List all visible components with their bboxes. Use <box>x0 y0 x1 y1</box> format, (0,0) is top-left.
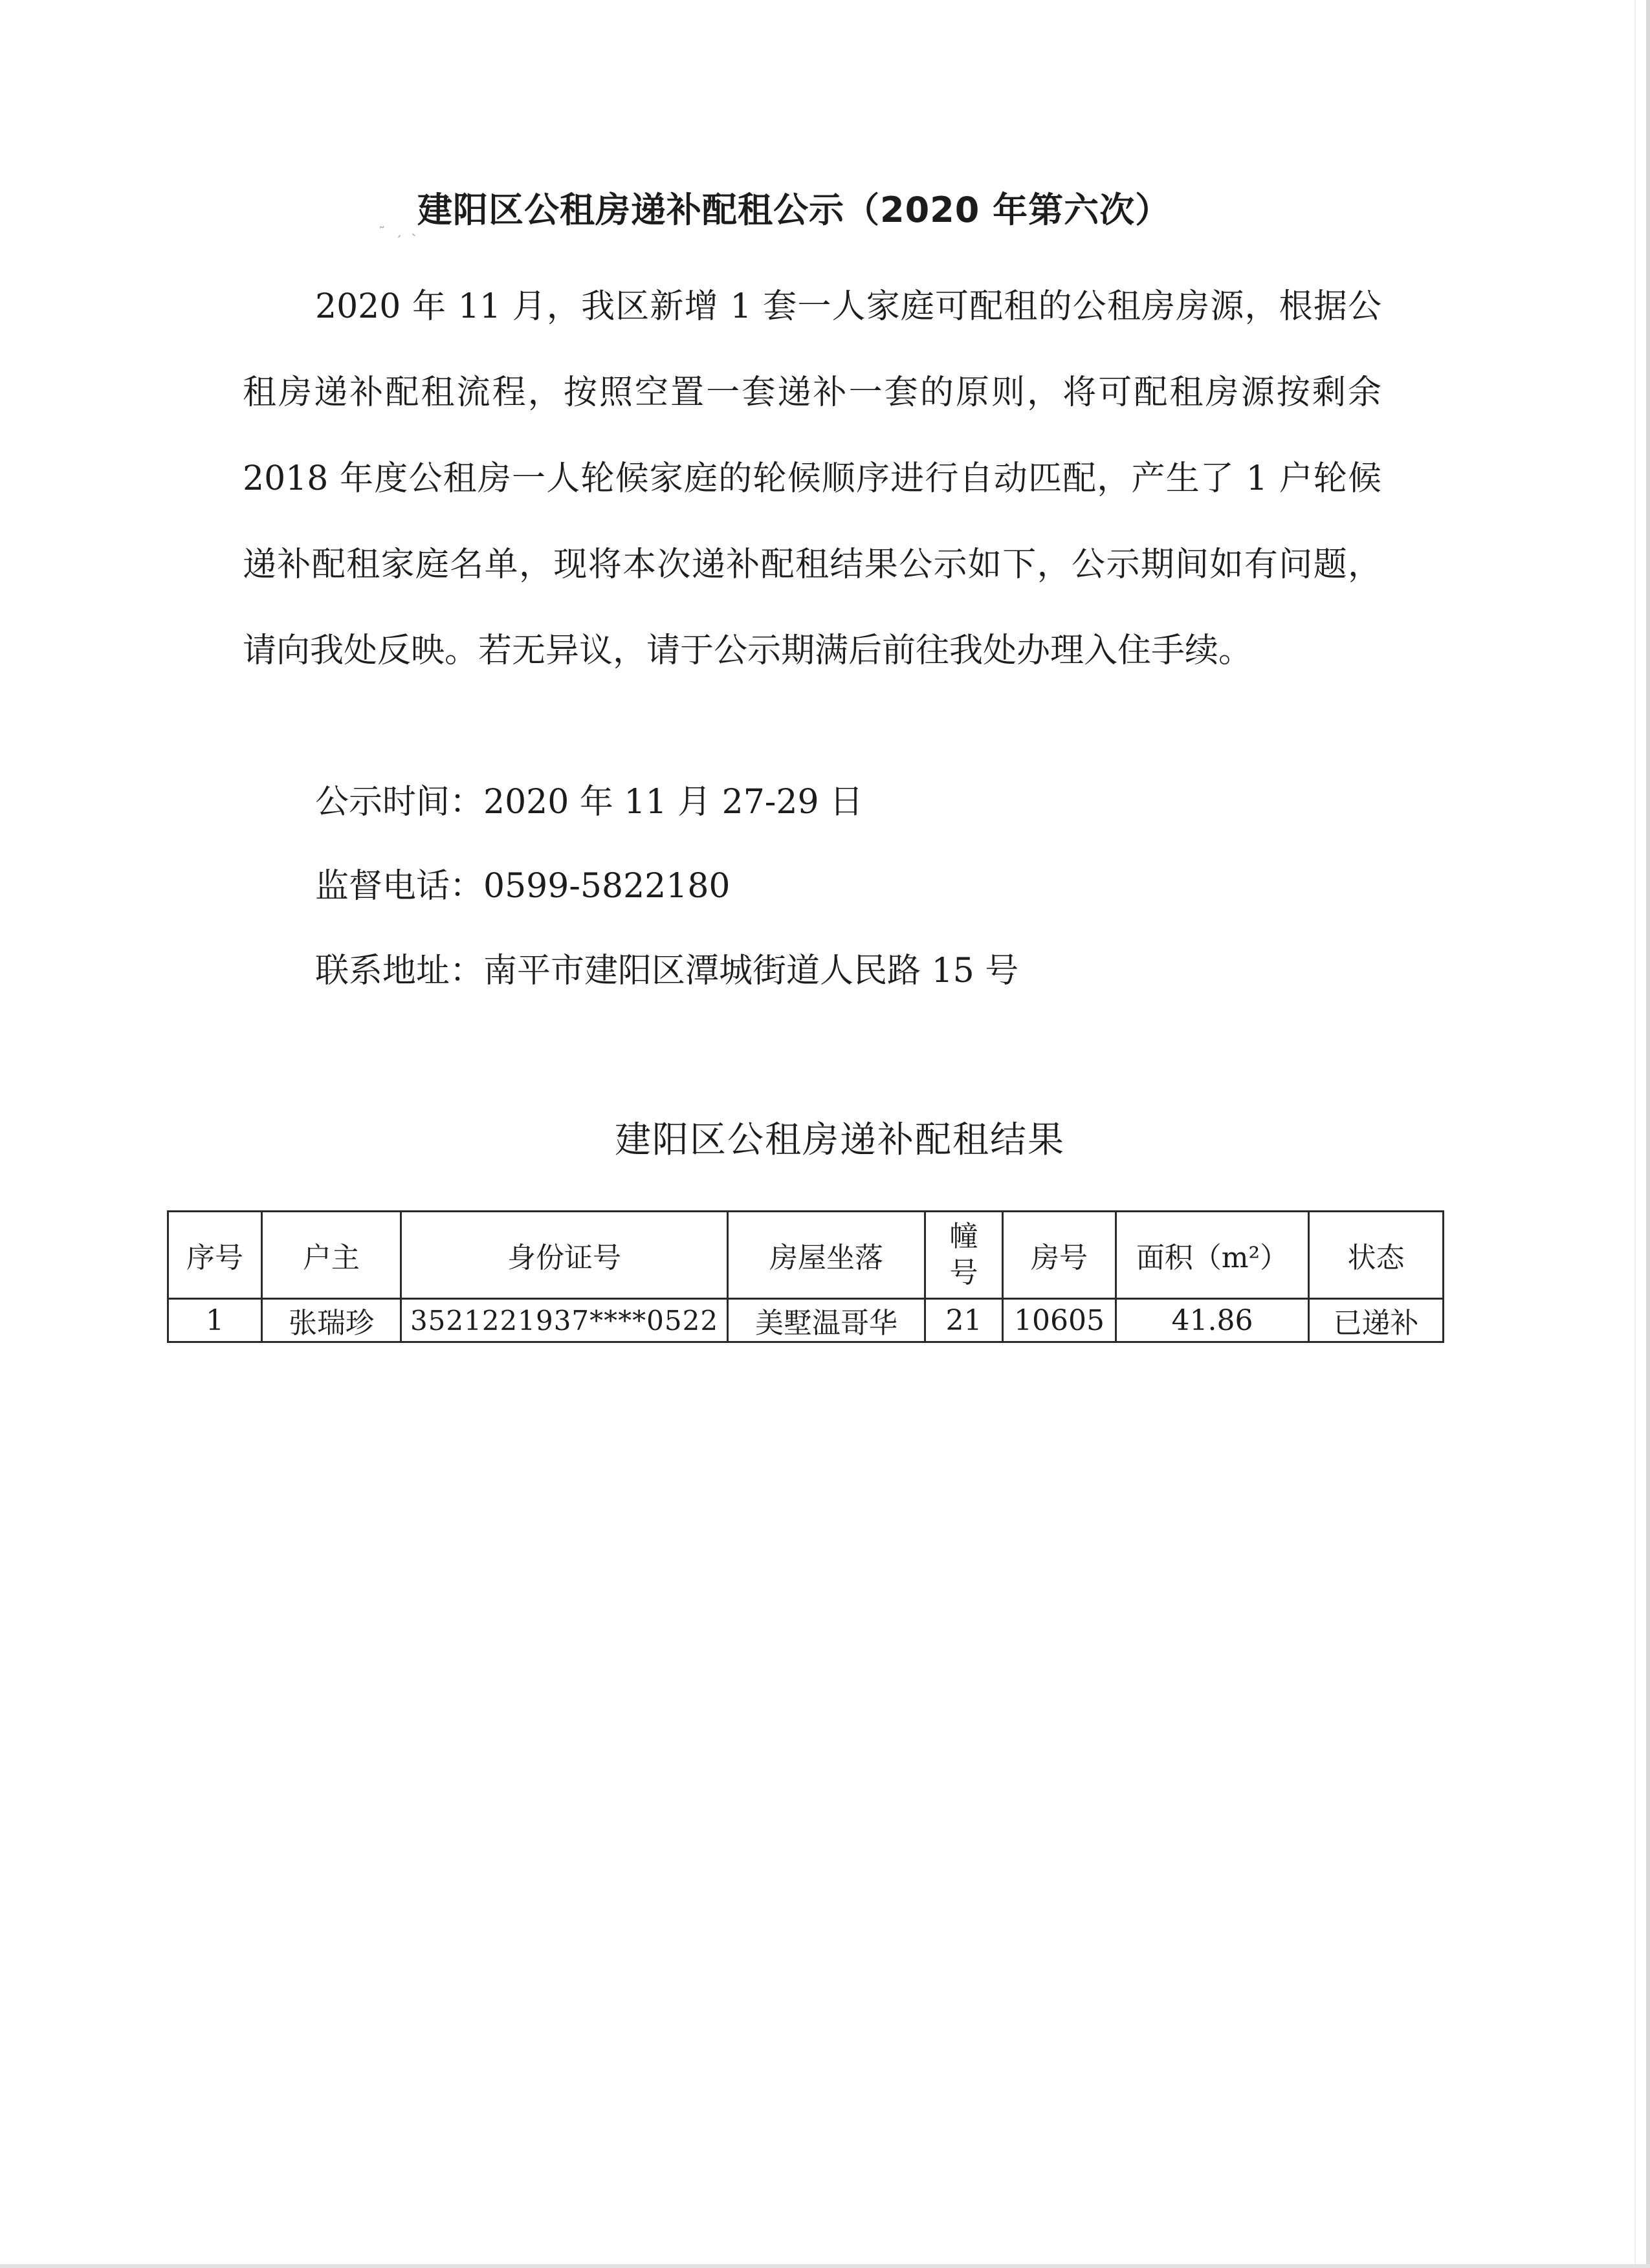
notice-time: 公示时间：2020 年 11 月 27-29 日 <box>315 783 864 822</box>
cell-index: 1 <box>168 1299 262 1342</box>
table-row <box>168 1299 1444 1342</box>
cell-area: 41.86 <box>1116 1299 1309 1342</box>
cell-building: 21 <box>925 1299 1003 1342</box>
header-building-line1: 幢 <box>949 1220 978 1253</box>
header-room: 房号 <box>1003 1212 1116 1299</box>
document-title: 建阳区公租房递补配租公示（2020 年第六次） <box>417 190 1171 230</box>
scan-smudge: ˜ ˏ ˎ <box>378 220 421 240</box>
cell-location: 美墅温哥华 <box>728 1299 925 1342</box>
result-table <box>167 1210 1444 1343</box>
header-owner: 户主 <box>262 1212 401 1299</box>
scan-edge-line <box>1634 0 1636 2268</box>
contact-address: 联系地址：南平市建阳区潭城街道人民路 15 号 <box>315 952 1019 990</box>
header-area: 面积（m²） <box>1116 1212 1309 1299</box>
scan-edge-right <box>1646 0 1650 2268</box>
scan-edge-bottom <box>0 2264 1650 2268</box>
header-building-line2: 号 <box>949 1256 978 1289</box>
header-id-number: 身份证号 <box>401 1212 728 1299</box>
cell-room: 10605 <box>1003 1299 1116 1342</box>
header-status: 状态 <box>1309 1212 1444 1299</box>
table-title: 建阳区公租房递补配租结果 <box>615 1119 1065 1161</box>
table-header-row <box>168 1212 1444 1299</box>
supervision-phone: 监督电话：0599-5822180 <box>315 867 731 906</box>
header-location: 房屋坐落 <box>728 1212 925 1299</box>
announcement-paragraph: 2020 年 11 月，我区新增 1 套一人家庭可配租的公租房房源，根据公租房递补配租流程，按照空置一套递补一套的原则，将可配租房源按剩余 2018 年度公租房一人轮候家庭的轮候顺序进行自动匹配，产生了 1 户轮候递补配租家庭名单，现将本次递补配租结果公示如下，公示期间如有问题，请向我处反映。若无异议，请于公示期满后前往我处办理入住手续。 <box>243 287 1381 670</box>
header-building <box>925 1212 1003 1299</box>
cell-id-number: 3521221937****0522 <box>401 1299 728 1342</box>
cell-status: 已递补 <box>1309 1299 1444 1342</box>
cell-owner: 张瑞珍 <box>262 1299 401 1342</box>
header-index: 序号 <box>168 1212 262 1299</box>
